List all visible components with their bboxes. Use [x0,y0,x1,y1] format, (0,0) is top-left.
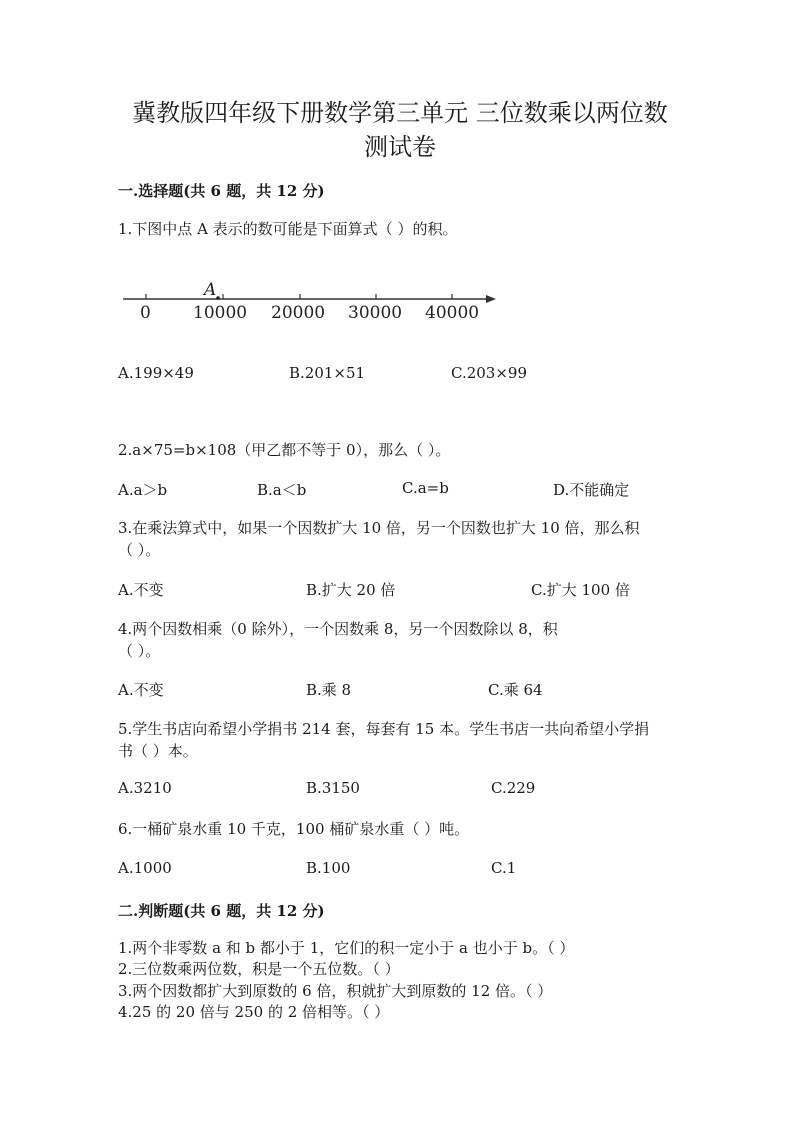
q4-option-b[interactable]: B.乘 8 [306,681,352,699]
q2-option-b[interactable]: B.a＜b [257,481,307,499]
question-5-line1: 5.学生书店向希望小学捐书 214 套，每套有 15 本。学生书店一共向希望小学捐 [118,720,650,738]
q5-option-c[interactable]: C.229 [491,779,536,797]
q4-option-c[interactable]: C.乘 64 [488,681,543,699]
judgement-item-1: 1.两个非零数 a 和 b 都小于 1，它们的积一定小于 a 也小于 b。（ ） [118,939,575,957]
tick-label-0: 0 [140,303,151,323]
q1-option-c[interactable]: C.203×99 [451,364,527,382]
judgement-item-4: 4.25 的 20 倍与 250 的 2 倍相等。（ ） [118,1003,390,1021]
q5-option-b[interactable]: B.3150 [306,779,360,797]
q2-option-a[interactable]: A.a＞b [118,481,168,499]
q6-option-a[interactable]: A.1000 [118,859,172,877]
point-a [216,296,220,300]
document-title-line2: 测试卷 [364,133,436,161]
question-3-line2: （ ）。 [118,541,161,559]
q3-option-b[interactable]: B.扩大 20 倍 [306,581,396,599]
question-2: 2.a×75=b×108（甲乙都不等于 0），那么（ ）。 [118,441,451,459]
q6-option-c[interactable]: C.1 [491,859,517,877]
judgement-item-2: 2.三位数乘两位数，积是一个五位数。（ ） [118,960,400,978]
tick-label-10000: 10000 [193,303,248,323]
q3-option-c[interactable]: C.扩大 100 倍 [531,581,630,599]
tick-label-30000: 30000 [348,303,403,323]
q6-option-b[interactable]: B.100 [306,859,351,877]
judgement-item-3: 3.两个因数都扩大到原数的 6 倍，积就扩大到原数的 12 倍。（ ） [118,982,553,1000]
question-1: 1.下图中点 A 表示的数可能是下面算式（ ）的积。 [118,220,458,238]
section1-heading: 一.选择题(共 6 题，共 12 分) [118,182,325,200]
number-line-figure [118,278,498,328]
question-4-line2: （ ）。 [118,642,161,660]
q5-option-a[interactable]: A.3210 [118,779,172,797]
tick-label-20000: 20000 [271,303,326,323]
question-5-line2: 书（ ）本。 [118,742,198,760]
point-a-label: A [204,280,217,300]
number-line-arrow [486,295,496,303]
q1-option-a[interactable]: A.199×49 [118,364,194,382]
document-title-line1: 冀教版四年级下册数学第三单元 三位数乘以两位数 [132,99,668,127]
q1-option-b[interactable]: B.201×51 [289,364,366,382]
question-6: 6.一桶矿泉水重 10 千克，100 桶矿泉水重（ ）吨。 [118,820,470,838]
section2-heading: 二.判断题(共 6 题，共 12 分) [118,902,325,920]
question-4-line1: 4.两个因数相乘（0 除外），一个因数乘 8，另一个因数除以 8，积 [118,620,558,638]
tick-label-40000: 40000 [425,303,480,323]
q2-option-d[interactable]: D.不能确定 [553,481,630,499]
q2-option-c[interactable]: C.a=b [402,479,449,497]
q4-option-a[interactable]: A.不变 [118,681,164,699]
question-3-line1: 3.在乘法算式中，如果一个因数扩大 10 倍，另一个因数也扩大 10 倍，那么积 [118,519,640,537]
q3-option-a[interactable]: A.不变 [118,581,164,599]
